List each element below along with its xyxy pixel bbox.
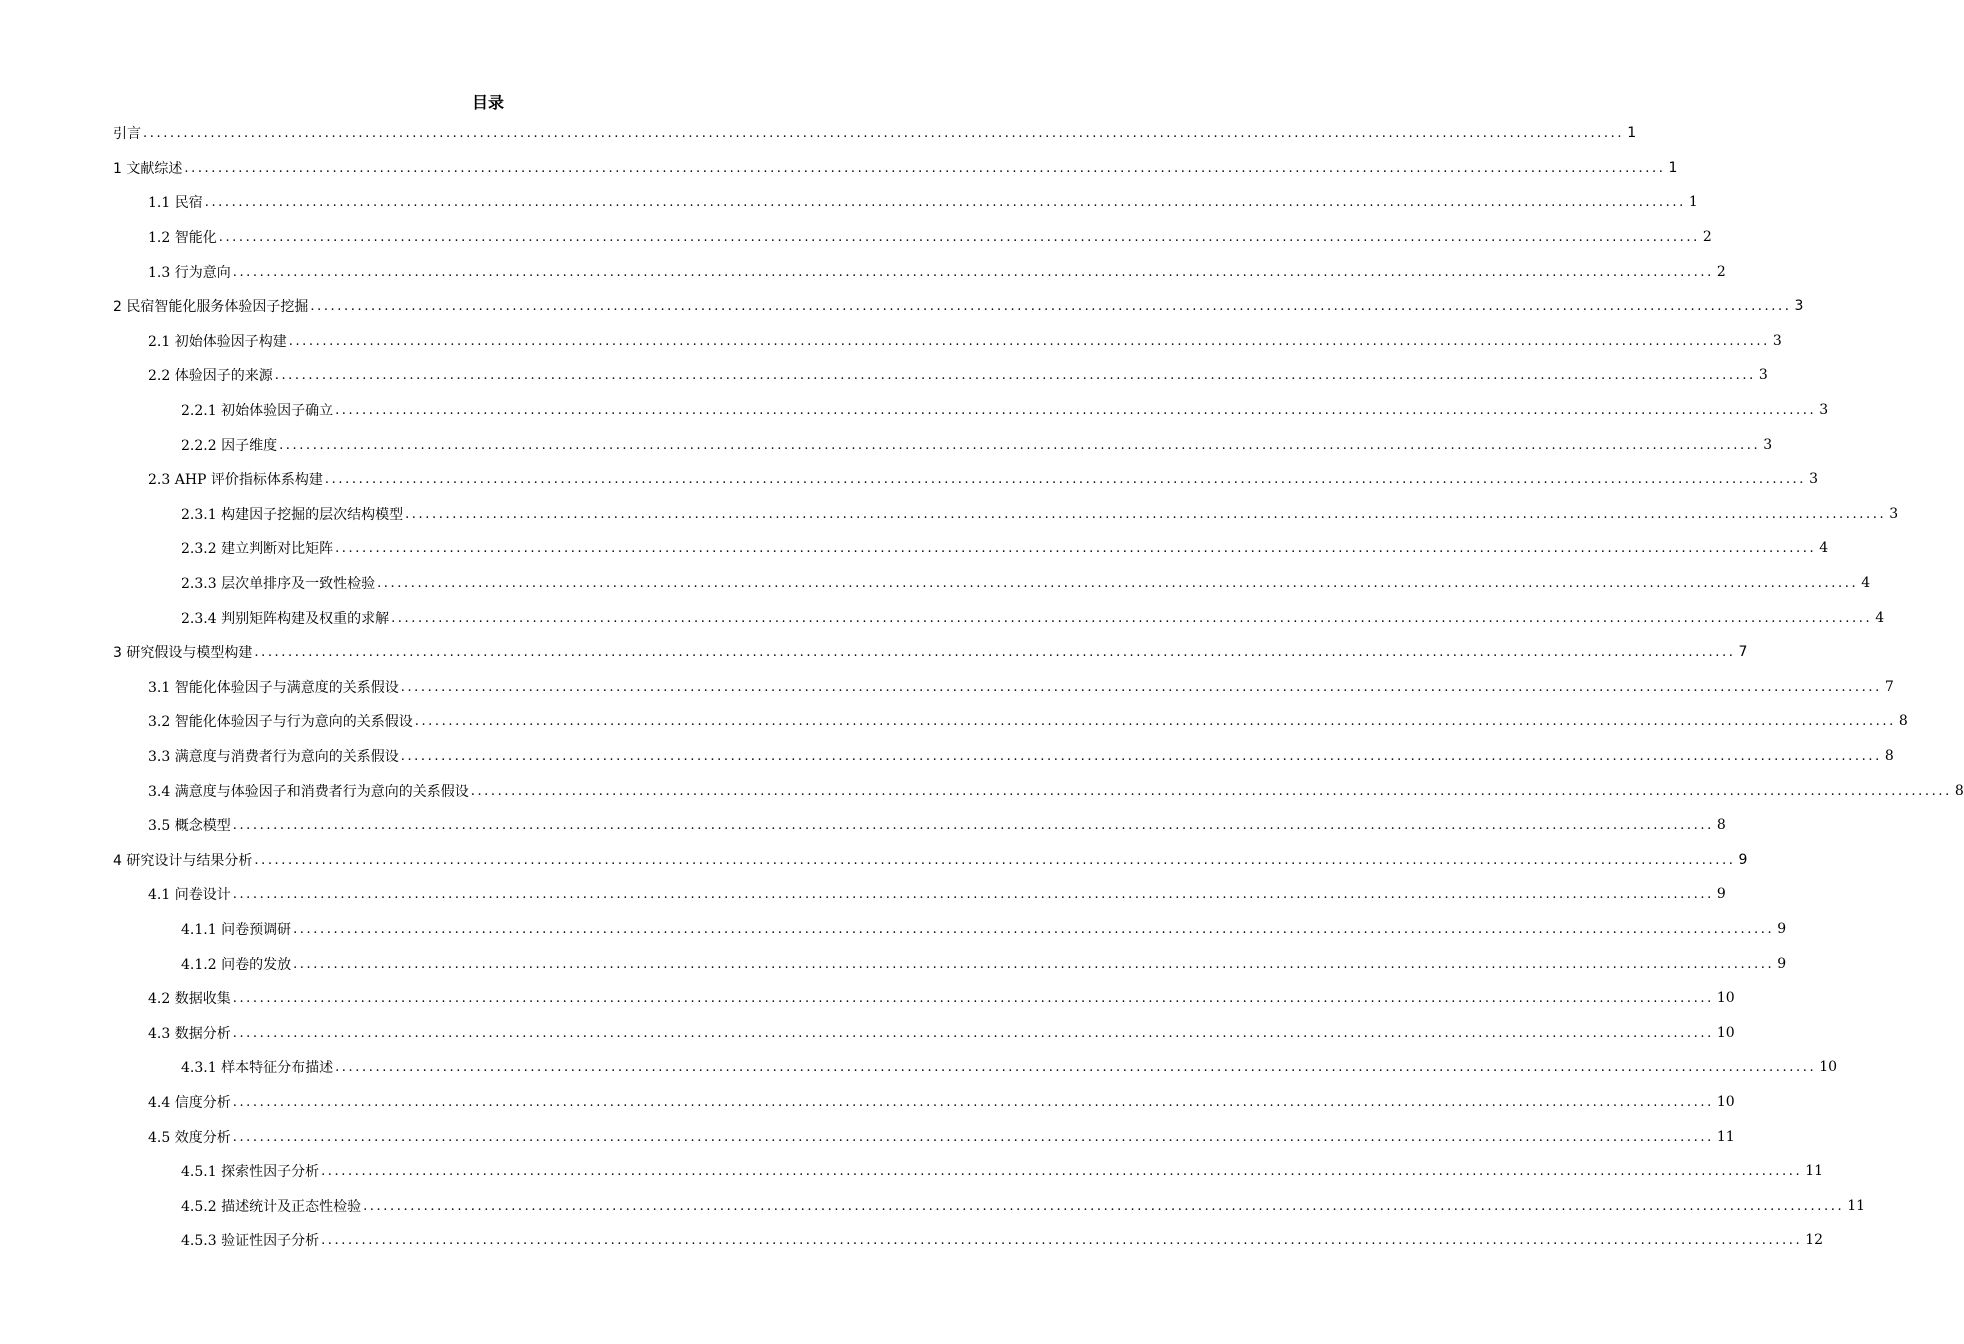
- toc-entry-page-number: 10: [1716, 1024, 1735, 1041]
- toc-dot-leader: ............................................................................................................................................................................................................................: [204, 195, 1686, 211]
- toc-entry-title: 2.3.3 层次单排序及一致性检验: [181, 576, 376, 593]
- toc-dot-leader: ............................................................................................................................................................................................................................: [405, 506, 1887, 522]
- toc-entry-page-number: 3: [1763, 436, 1773, 453]
- toc-entry[interactable]: [0, 531, 1829, 566]
- toc-dot-leader: ............................................................................................................................................................................................................................: [363, 1198, 1845, 1214]
- toc-entry-title: 4.1.1 问卷预调研: [181, 921, 292, 938]
- toc-entry[interactable]: [0, 877, 1726, 912]
- toc-dot-leader: ............................................................................................................................................................................................................................: [232, 1094, 1714, 1110]
- toc-entry[interactable]: [0, 670, 1894, 705]
- toc-entry-title: 2.3.1 构建因子挖掘的层次结构模型: [181, 506, 404, 523]
- toc-entry[interactable]: [0, 324, 1782, 359]
- toc-entry-page-number: 7: [1884, 678, 1894, 695]
- toc-entry-title: 2.2.2 因子维度: [181, 437, 278, 454]
- toc-entry-title: 4.1.2 问卷的发放: [181, 956, 292, 973]
- toc-entry-page-number: 3: [1819, 402, 1829, 419]
- toc-entry-page-number: 9: [1777, 955, 1787, 972]
- toc-entry-title: 1.3 行为意向: [148, 264, 231, 281]
- toc-entry[interactable]: [0, 600, 1885, 635]
- toc-dot-leader: ............................................................................................................................................................................................................................: [184, 160, 1666, 176]
- toc-dot-leader: ............................................................................................................................................................................................................................: [470, 783, 1952, 799]
- toc-entry-page-number: 3: [1794, 298, 1804, 315]
- toc-entry-page-number: 3: [1889, 505, 1899, 522]
- toc-entry[interactable]: [0, 808, 1726, 843]
- toc-entry-title: 4.5.1 探索性因子分析: [181, 1164, 320, 1181]
- toc-dot-leader: ............................................................................................................................................................................................................................: [218, 230, 1700, 246]
- toc-entry-title: 3.3 满意度与消费者行为意向的关系假设: [148, 748, 399, 765]
- toc-entry[interactable]: [0, 358, 1768, 393]
- toc-dot-leader: ............................................................................................................................................................................................................................: [232, 264, 1714, 280]
- toc-dot-leader: ............................................................................................................................................................................................................................: [232, 818, 1714, 834]
- toc-entry[interactable]: [0, 566, 1871, 601]
- toc-entry[interactable]: [0, 1015, 1735, 1050]
- toc-dot-leader: ............................................................................................................................................................................................................................: [324, 472, 1807, 488]
- toc-entry-title: 3.2 智能化体验因子与行为意向的关系假设: [148, 714, 413, 731]
- toc-dot-leader: ............................................................................................................................................................................................................................: [288, 333, 1770, 349]
- toc-entry-title: 4.5 效度分析: [148, 1129, 231, 1146]
- toc-entry[interactable]: [0, 912, 1787, 947]
- toc-entry[interactable]: [0, 427, 1773, 462]
- toc-entry[interactable]: [0, 254, 1726, 289]
- toc-entry-title: 4 研究设计与结果分析: [113, 852, 253, 869]
- toc-entry-page-number: 8: [1898, 713, 1908, 730]
- toc-entry-page-number: 3: [1772, 332, 1782, 349]
- toc-entry-title: 2.1 初始体验因子构建: [148, 333, 287, 350]
- toc-dot-leader: ............................................................................................................................................................................................................................: [321, 1233, 1803, 1249]
- toc-entry-page-number: 9: [1738, 851, 1748, 868]
- toc-dot-leader: ............................................................................................................................................................................................................................: [414, 714, 1896, 730]
- toc-entry[interactable]: [0, 462, 1819, 497]
- toc-entry[interactable]: [0, 704, 1908, 739]
- toc-entry-title: 3 研究假设与模型构建: [113, 645, 253, 662]
- toc-dot-leader: ............................................................................................................................................................................................................................: [335, 403, 1817, 419]
- toc-entry-page-number: 10: [1716, 990, 1735, 1007]
- toc-entry-page-number: 10: [1819, 1059, 1838, 1076]
- toc-entry-title: 引言: [113, 126, 141, 143]
- toc-entry-title: 3.4 满意度与体验因子和消费者行为意向的关系假设: [148, 783, 469, 800]
- toc-entry-title: 4.1 问卷设计: [148, 887, 231, 904]
- toc-dot-leader: ............................................................................................................................................................................................................................: [232, 991, 1714, 1007]
- toc-entry-title: 1.2 智能化: [148, 230, 217, 247]
- toc-entry-title: 2.2 体验因子的来源: [148, 368, 273, 385]
- toc-entry-page-number: 1: [1668, 159, 1678, 176]
- toc-entry-page-number: 11: [1805, 1163, 1824, 1180]
- toc-entry[interactable]: [0, 1223, 1824, 1258]
- toc-entry[interactable]: [0, 151, 1678, 186]
- toc-entry-page-number: 4: [1875, 609, 1885, 626]
- toc-entry[interactable]: [0, 1188, 1866, 1223]
- toc-entry[interactable]: [0, 739, 1894, 774]
- toc-entry-page-number: 9: [1716, 886, 1726, 903]
- toc-dot-leader: ............................................................................................................................................................................................................................: [254, 645, 1736, 661]
- toc-entry-title: 4.2 数据收集: [148, 991, 231, 1008]
- toc-entry[interactable]: [0, 1085, 1735, 1120]
- toc-entry-title: 3.5 概念模型: [148, 818, 231, 835]
- toc-entry-title: 2.2.1 初始体验因子确立: [181, 403, 334, 420]
- toc-dot-leader: ............................................................................................................................................................................................................................: [232, 887, 1714, 903]
- toc-dot-leader: ............................................................................................................................................................................................................................: [377, 576, 1859, 592]
- toc-entry-title: 1 文献综述: [113, 160, 183, 177]
- toc-dot-leader: ............................................................................................................................................................................................................................: [293, 956, 1775, 972]
- toc-dot-leader: ............................................................................................................................................................................................................................: [143, 126, 1625, 142]
- toc-dot-leader: ............................................................................................................................................................................................................................: [232, 1025, 1714, 1041]
- toc-entry-title: 4.4 信度分析: [148, 1094, 231, 1111]
- toc-entry-page-number: 4: [1819, 540, 1829, 557]
- toc-entry-page-number: 1: [1627, 125, 1637, 142]
- toc-entry-title: 4.5.2 描述统计及正态性检验: [181, 1198, 362, 1215]
- toc-entry-page-number: 3: [1809, 471, 1819, 488]
- toc-entry[interactable]: [0, 497, 1899, 532]
- toc-dot-leader: ............................................................................................................................................................................................................................: [400, 748, 1882, 764]
- toc-dot-leader: ............................................................................................................................................................................................................................: [335, 541, 1817, 557]
- toc-entry-page-number: 1: [1688, 194, 1698, 211]
- toc-dot-leader: ............................................................................................................................................................................................................................: [400, 679, 1882, 695]
- toc-entry-title: 2.3.4 判别矩阵构建及权重的求解: [181, 610, 390, 627]
- toc-entry-page-number: 4: [1861, 575, 1871, 592]
- toc-entry-page-number: 11: [1716, 1128, 1735, 1145]
- toc-entry-page-number: 12: [1805, 1232, 1824, 1249]
- toc-entry[interactable]: [0, 1050, 1838, 1085]
- toc-dot-leader: ............................................................................................................................................................................................................................: [293, 921, 1775, 937]
- toc-entry-title: 2.3 AHP 评价指标体系构建: [148, 472, 323, 489]
- toc-dot-leader: ............................................................................................................................................................................................................................: [274, 368, 1756, 384]
- toc-entry-page-number: 8: [1716, 817, 1726, 834]
- toc-entry[interactable]: [0, 635, 1748, 670]
- toc-entry-title: 2.3.2 建立判断对比矩阵: [181, 541, 334, 558]
- toc-entry-title: 4.3 数据分析: [148, 1025, 231, 1042]
- toc-entry[interactable]: [0, 393, 1829, 428]
- toc-dot-leader: ............................................................................................................................................................................................................................: [335, 1060, 1817, 1076]
- toc-entry-page-number: 11: [1847, 1197, 1866, 1214]
- toc-title: 目录: [471, 93, 504, 112]
- toc-entry-title: 1.1 民宿: [148, 195, 203, 212]
- toc-entry-title: 4.5.3 验证性因子分析: [181, 1233, 320, 1250]
- toc-dot-leader: ............................................................................................................................................................................................................................: [310, 299, 1792, 315]
- toc-dot-leader: ............................................................................................................................................................................................................................: [232, 1129, 1714, 1145]
- toc-entry[interactable]: [0, 946, 1787, 981]
- toc-entry-page-number: 2: [1716, 263, 1726, 280]
- toc-dot-leader: ............................................................................................................................................................................................................................: [254, 852, 1736, 868]
- toc-entry[interactable]: [0, 1119, 1735, 1154]
- toc-entry[interactable]: [0, 773, 1964, 808]
- toc-entry-page-number: 2: [1702, 229, 1712, 246]
- toc-entry-page-number: 10: [1716, 1093, 1735, 1110]
- toc-entry-page-number: 8: [1954, 782, 1964, 799]
- toc-entry-page-number: 8: [1884, 747, 1894, 764]
- toc-entry[interactable]: [0, 842, 1748, 877]
- toc-dot-leader: ............................................................................................................................................................................................................................: [279, 437, 1761, 453]
- toc-entry-page-number: 3: [1758, 367, 1768, 384]
- toc-entry[interactable]: [0, 220, 1712, 255]
- toc-entry-page-number: 9: [1777, 920, 1787, 937]
- toc-entry-title: 4.3.1 样本特征分布描述: [181, 1060, 334, 1077]
- toc-list: [0, 116, 1964, 1258]
- toc-dot-leader: ............................................................................................................................................................................................................................: [391, 610, 1873, 626]
- toc-entry[interactable]: [0, 116, 1637, 151]
- toc-entry[interactable]: [0, 289, 1804, 324]
- toc-entry-page-number: 7: [1738, 644, 1748, 661]
- toc-entry[interactable]: [0, 1154, 1824, 1189]
- toc-entry[interactable]: [0, 981, 1735, 1016]
- toc-dot-leader: ............................................................................................................................................................................................................................: [321, 1164, 1803, 1180]
- toc-entry-title: 2 民宿智能化服务体验因子挖掘: [113, 299, 309, 316]
- toc-entry[interactable]: [0, 185, 1698, 220]
- toc-entry-title: 3.1 智能化体验因子与满意度的关系假设: [148, 679, 399, 696]
